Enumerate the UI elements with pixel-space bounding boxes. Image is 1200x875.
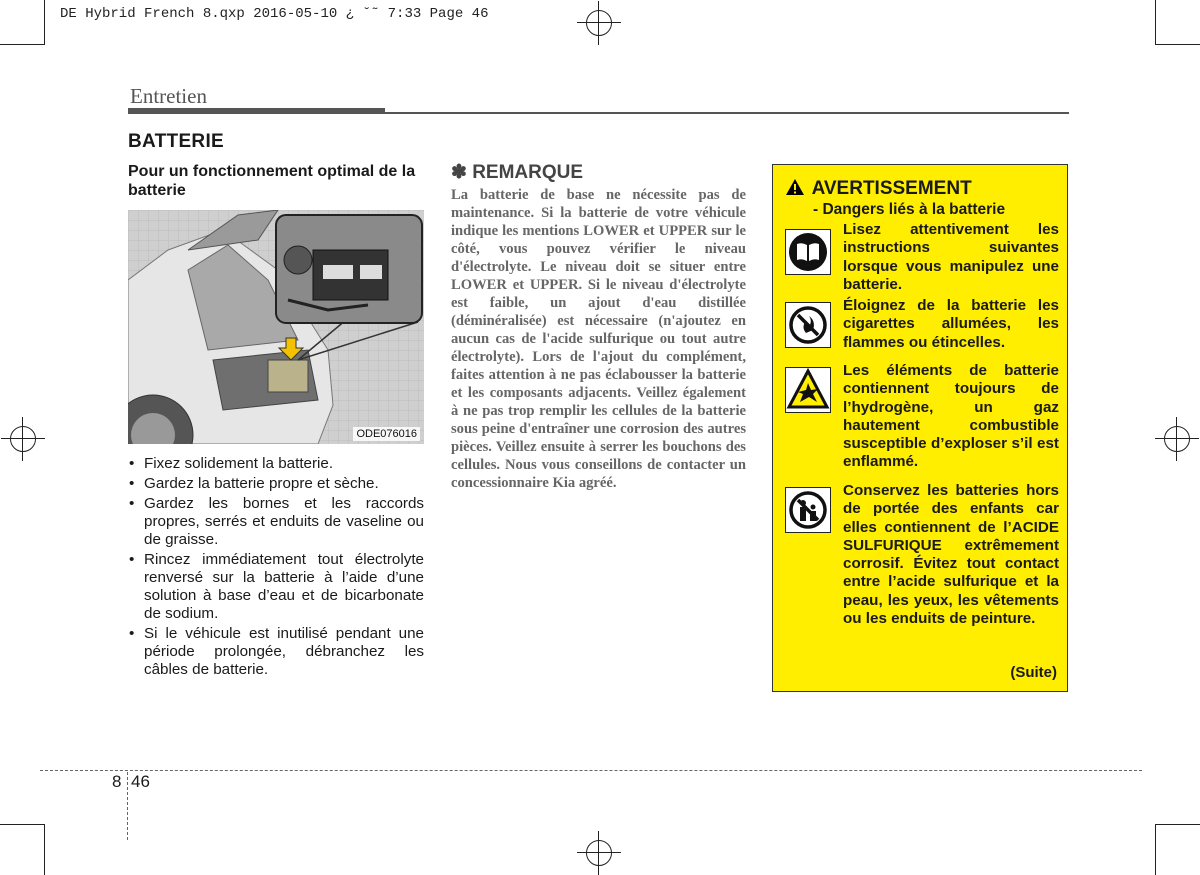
- crop-mark: [0, 824, 45, 825]
- continued-label: (Suite): [1010, 664, 1057, 681]
- page-number-divider: [127, 772, 128, 840]
- warning-title: AVERTISSEMENT: [811, 178, 972, 199]
- warning-item: Éloignez de la batterie les cigarettes allumées, les flammes ou étincelles.: [843, 297, 1059, 351]
- list-item: • Gardez les bornes et les raccords propres, serrés et enduits de vaseline ou de graisse.: [128, 495, 424, 549]
- header-rule: [385, 112, 1069, 114]
- note-title: ✽ REMARQUE: [451, 162, 584, 183]
- crop-mark: [1155, 824, 1156, 875]
- crop-mark: [44, 824, 45, 875]
- explosion-hazard-icon: [785, 367, 831, 413]
- crop-mark: [1155, 0, 1156, 45]
- manual-book-icon: [785, 229, 831, 275]
- list-item: • Rincez immédiatement tout électrolyte renversé sur la batterie à l’aide d’une solution à base d’eau et de bicarbonate de sodium.: [128, 551, 424, 623]
- warning-item: Conservez les batteries hors de portée des enfants car elles contiennent de l’ACIDE SULFURIQUE extrêmement corrosif. Évitez tout contact entre l’acide sulfurique et la peau, les yeux, les vêtements ou les enduits de peinture.: [843, 482, 1059, 628]
- warning-subtitle: - Dangers liés à la batterie: [813, 201, 1006, 218]
- header-rule: [128, 108, 385, 114]
- image-code: ODE076016: [353, 427, 420, 441]
- footer-rule: [40, 770, 1142, 771]
- battery-location-illustration: [128, 210, 424, 444]
- crop-mark: [44, 0, 45, 45]
- registration-mark: [10, 426, 36, 452]
- file-header: DE Hybrid French 8.qxp 2016-05-10 ¿ ˘˜ 7:33 Page 46: [60, 6, 489, 22]
- warning-title-row: [785, 178, 972, 202]
- warning-item: Lisez attentivement les instructions suivantes lorsque vous manipulez une batterie.: [843, 221, 1059, 293]
- warning-triangle-icon: [785, 178, 807, 202]
- list-item: • Si le véhicule est inutilisé pendant une période prolongée, débranchez les câbles de batterie.: [128, 625, 424, 679]
- page-heading: BATTERIE: [128, 131, 224, 152]
- keep-away-children-icon: [785, 487, 831, 533]
- car-trunk-drawing: [128, 210, 424, 444]
- warning-item: Les éléments de batterie contiennent toujours de l’hydrogène, un gaz hautement combustible susceptible d’exploser s’il est enflammé.: [843, 362, 1059, 471]
- list-item: • Gardez la batterie propre et sèche.: [128, 475, 424, 493]
- registration-mark: [586, 10, 612, 36]
- crop-mark: [1155, 44, 1200, 45]
- page-number: 46: [131, 772, 150, 791]
- note-body: La batterie de base ne nécessite pas de maintenance. Si la batterie de votre véhicule indique les mentions LOWER et UPPER sur le côté, vous pouvez vérifier le niveau d'électrolyte. Le niveau doit se situer entre LOWER et UPPER. Si le niveau d'électrolyte est faible, un ajout d'eau distillée (déminéralisée) est nécessaire (n'ajoutez en aucun cas de l'acide sulfurique ou tout autre électrolyte). Lors de l'ajout du complément, faites attention à ne pas éclabousser la batterie et les composants adjacents. Veillez également à ne pas trop remplir les cellules de la batterie sous peine d'entraîner une corrosion des autres pièces. Veillez ensuite à serrer les bouchons des cellules. Nous vous conseillons de contacter un concessionnaire Kia agréé.: [451, 187, 746, 491]
- registration-mark: [586, 840, 612, 866]
- crop-mark: [0, 44, 45, 45]
- maintenance-list: [128, 455, 424, 681]
- crop-mark: [1155, 824, 1200, 825]
- section-title: Entretien: [130, 84, 207, 108]
- no-smoking-flame-icon: [785, 302, 831, 348]
- chapter-number: 8: [112, 772, 122, 791]
- list-item: • Fixez solidement la batterie.: [128, 455, 424, 473]
- subheading: Pour un fonctionnement optimal de la batterie: [128, 163, 416, 199]
- registration-mark: [1164, 426, 1190, 452]
- warning-box: [772, 164, 1068, 692]
